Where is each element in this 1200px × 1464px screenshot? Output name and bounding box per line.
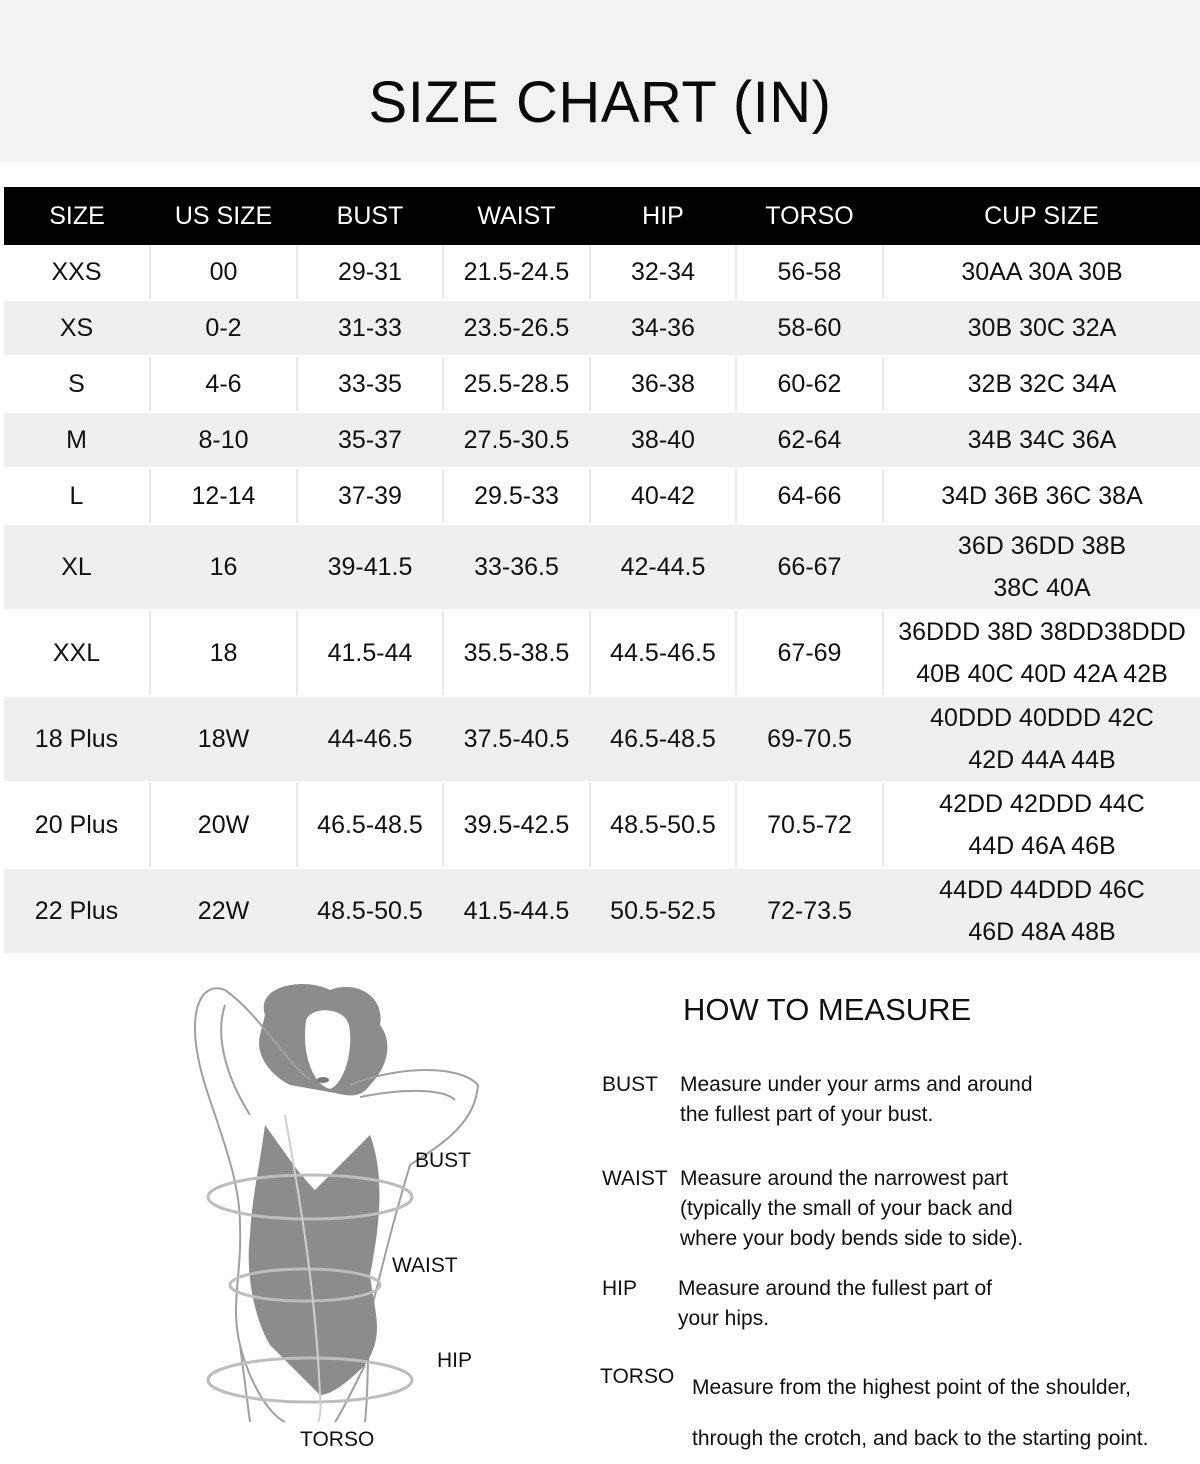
cell-bust: 48.5-50.5 <box>297 868 443 954</box>
cell-us-size: 22W <box>150 868 297 954</box>
col-header-bust: BUST <box>297 187 443 245</box>
right-arm-inner <box>360 1091 455 1100</box>
cell-waist: 39.5-42.5 <box>443 782 590 868</box>
table-row <box>4 245 1200 300</box>
measure-term-torso: TORSO <box>600 1365 675 1388</box>
measure-desc-bust <box>680 1070 1033 1130</box>
measure-desc-waist <box>680 1164 1023 1254</box>
col-header-waist: WAIST <box>443 187 590 245</box>
cell-hip: 32-34 <box>590 245 736 300</box>
page-title: SIZE CHART (IN) <box>368 70 832 135</box>
cell-bust: 33-35 <box>297 356 443 412</box>
cell-cup-size <box>883 782 1200 868</box>
cup-size-line: 44DD 44DDD 46C <box>939 876 1145 904</box>
measure-desc-line: the fullest part of your bust. <box>680 1103 934 1126</box>
cell-torso: 56-58 <box>736 245 883 300</box>
cell-bust: 46.5-48.5 <box>297 782 443 868</box>
cell-hip: 44.5-46.5 <box>590 610 736 696</box>
measure-desc-line: through the crotch, and back to the starting point. <box>692 1427 1149 1450</box>
cell-torso: 62-64 <box>736 412 883 468</box>
measure-desc-line: Measure under your arms and around <box>680 1073 1033 1096</box>
table-header-row <box>4 187 1200 245</box>
cell-us-size: 4-6 <box>150 356 297 412</box>
measure-term-waist: WAIST <box>602 1167 668 1190</box>
cup-size-line: 42DD 42DDD 44C <box>939 790 1145 818</box>
cell-waist: 29.5-33 <box>443 468 590 524</box>
cell-hip: 34-36 <box>590 300 736 356</box>
col-header-cup-size: CUP SIZE <box>883 187 1200 245</box>
cell-us-size: 00 <box>150 245 297 300</box>
cell-cup-size <box>883 245 1200 300</box>
cell-cup-size <box>883 300 1200 356</box>
cell-cup-size <box>883 356 1200 412</box>
table-row <box>4 300 1200 356</box>
body-silhouette-illustration <box>170 975 500 1452</box>
cell-waist: 33-36.5 <box>443 524 590 610</box>
cell-cup-size <box>883 610 1200 696</box>
cell-us-size: 12-14 <box>150 468 297 524</box>
table-row <box>4 412 1200 468</box>
cell-cup-size <box>883 524 1200 610</box>
cell-bust: 31-33 <box>297 300 443 356</box>
measure-desc-line: Measure from the highest point of the shoulder, <box>692 1376 1131 1399</box>
cup-size-line: 30AA 30A 30B <box>961 258 1123 286</box>
cell-waist: 23.5-26.5 <box>443 300 590 356</box>
col-header-hip: HIP <box>590 187 736 245</box>
measure-desc-line: where your body bends side to side). <box>680 1227 1024 1250</box>
cell-size: S <box>4 356 150 412</box>
cell-hip: 38-40 <box>590 412 736 468</box>
cup-size-line: 40B 40C 40D 42A 42B <box>916 660 1168 688</box>
cell-torso: 72-73.5 <box>736 868 883 954</box>
measure-desc-line: Measure around the fullest part of <box>678 1277 993 1300</box>
cell-size: L <box>4 468 150 524</box>
cell-cup-size <box>883 412 1200 468</box>
cell-torso: 69-70.5 <box>736 696 883 782</box>
cell-hip: 36-38 <box>590 356 736 412</box>
cell-size: XL <box>4 524 150 610</box>
cell-bust: 41.5-44 <box>297 610 443 696</box>
body-figure <box>170 975 500 1452</box>
col-header-size: SIZE <box>4 187 150 245</box>
cell-torso: 66-67 <box>736 524 883 610</box>
cell-us-size: 20W <box>150 782 297 868</box>
measure-desc-line: your hips. <box>678 1307 770 1330</box>
figure-label-torso: TORSO <box>300 1428 375 1451</box>
cup-size-line: 36DDD 38D 38DD38DDD <box>898 618 1186 646</box>
cell-us-size: 18W <box>150 696 297 782</box>
cell-size: 20 Plus <box>4 782 150 868</box>
cell-size: XXL <box>4 610 150 696</box>
cell-us-size: 0-2 <box>150 300 297 356</box>
cell-hip: 46.5-48.5 <box>590 696 736 782</box>
cup-size-line: 34D 36B 36C 38A <box>941 482 1143 510</box>
cell-cup-size <box>883 696 1200 782</box>
cell-torso: 70.5-72 <box>736 782 883 868</box>
cell-size: XS <box>4 300 150 356</box>
cell-us-size: 8-10 <box>150 412 297 468</box>
measure-desc-hip <box>678 1274 992 1334</box>
torso-outline <box>210 1100 250 1422</box>
col-header-torso: TORSO <box>736 187 883 245</box>
left-leg-outline <box>240 1345 285 1422</box>
cell-bust: 44-46.5 <box>297 696 443 782</box>
figure-label-waist: WAIST <box>392 1254 458 1277</box>
cell-torso: 58-60 <box>736 300 883 356</box>
cup-size-line: 36D 36DD 38B <box>957 532 1127 560</box>
cell-bust: 35-37 <box>297 412 443 468</box>
cell-waist: 21.5-24.5 <box>443 245 590 300</box>
measure-desc-line: (typically the small of your back and <box>680 1197 1013 1220</box>
cup-size-line: 38C 40A <box>993 574 1091 602</box>
cup-size-line: 40DDD 40DDD 42C <box>930 704 1154 732</box>
measure-desc-line: Measure around the narrowest part <box>680 1167 1009 1190</box>
cell-waist: 37.5-40.5 <box>443 696 590 782</box>
cell-size: 18 Plus <box>4 696 150 782</box>
swimsuit-shape <box>249 1125 380 1395</box>
cell-bust: 29-31 <box>297 245 443 300</box>
how-to-measure-title: HOW TO MEASURE <box>683 992 972 1027</box>
cell-size: M <box>4 412 150 468</box>
cup-size-line: 42D 44A 44B <box>968 746 1116 774</box>
table-row <box>4 782 1200 868</box>
lips-shape <box>317 1077 329 1083</box>
left-arm-inner <box>221 1005 250 1115</box>
cell-size: XXS <box>4 245 150 300</box>
cell-waist: 27.5-30.5 <box>443 412 590 468</box>
cell-hip: 42-44.5 <box>590 524 736 610</box>
cell-size: 22 Plus <box>4 868 150 954</box>
cell-bust: 39-41.5 <box>297 524 443 610</box>
cell-waist: 35.5-38.5 <box>443 610 590 696</box>
size-table <box>4 187 1200 955</box>
cell-torso: 64-66 <box>736 468 883 524</box>
table-row <box>4 356 1200 412</box>
cup-size-line: 30B 30C 32A <box>967 314 1117 342</box>
table-row <box>4 524 1200 610</box>
cup-size-line: 44D 46A 46B <box>968 832 1116 860</box>
cup-size-line: 34B 34C 36A <box>967 426 1117 454</box>
table-row <box>4 868 1200 954</box>
table-row <box>4 696 1200 782</box>
figure-label-hip: HIP <box>437 1349 473 1372</box>
cell-cup-size <box>883 468 1200 524</box>
cell-waist: 25.5-28.5 <box>443 356 590 412</box>
measure-desc-torso <box>692 1362 1148 1464</box>
cell-us-size: 16 <box>150 524 297 610</box>
measure-term-bust: BUST <box>602 1073 659 1096</box>
cell-bust: 37-39 <box>297 468 443 524</box>
cell-waist: 41.5-44.5 <box>443 868 590 954</box>
cell-cup-size <box>883 868 1200 954</box>
cup-size-line: 32B 32C 34A <box>967 370 1117 398</box>
cell-hip: 40-42 <box>590 468 736 524</box>
figure-label-bust: BUST <box>415 1149 472 1172</box>
cell-us-size: 18 <box>150 610 297 696</box>
measure-term-hip: HIP <box>602 1277 638 1300</box>
cell-hip: 50.5-52.5 <box>590 868 736 954</box>
col-header-us-size: US SIZE <box>150 187 297 245</box>
cell-torso: 67-69 <box>736 610 883 696</box>
cell-hip: 48.5-50.5 <box>590 782 736 868</box>
cup-size-line: 46D 48A 48B <box>968 918 1116 946</box>
table-row <box>4 468 1200 524</box>
cell-torso: 60-62 <box>736 356 883 412</box>
table-row <box>4 610 1200 696</box>
